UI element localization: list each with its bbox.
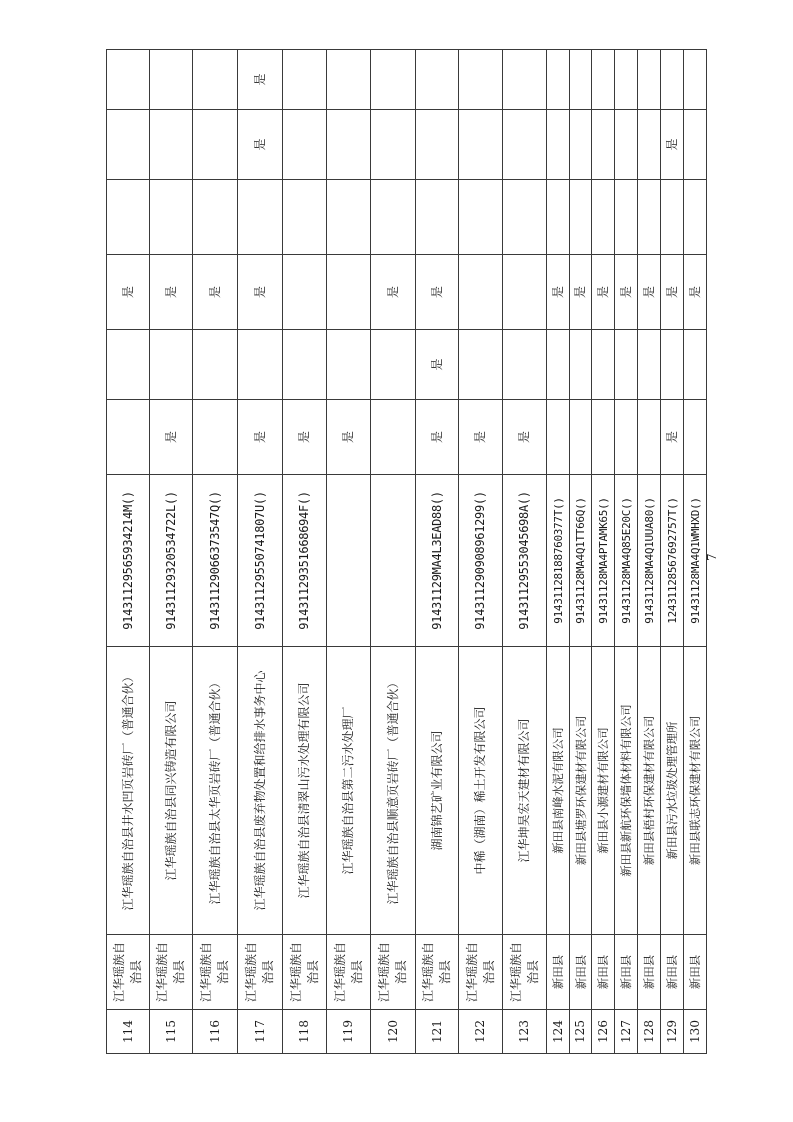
enterprise-name-cell: 新田县新航环保墙体材料有限公司: [615, 647, 638, 935]
flag-cell-3: 是: [547, 255, 570, 330]
flag-cell-4: [238, 180, 283, 255]
flag-cell-3: [459, 255, 503, 330]
county-cell: 新田县: [661, 935, 684, 1010]
table-row: [570, 50, 592, 1054]
flag-cell-5: [592, 110, 615, 180]
credit-code-cell: 12431128567692757T(): [661, 475, 684, 647]
flag-cell-2: [238, 330, 283, 400]
table-row: [684, 50, 707, 1054]
flag-cell-5: [327, 110, 371, 180]
county-cell: 江华瑶族自治县: [193, 935, 238, 1010]
flag-cell-1: 是: [327, 400, 371, 475]
flag-cell-4: [459, 180, 503, 255]
row-number: 125: [570, 1010, 592, 1054]
flag-cell-4: [661, 180, 684, 255]
enterprise-name-cell: 新田县联志环保建材有限公司: [684, 647, 707, 935]
flag-cell-6: [107, 50, 150, 110]
flag-cell-5: 是: [238, 110, 283, 180]
flag-cell-2: [570, 330, 592, 400]
enterprise-table: [106, 49, 707, 1054]
flag-cell-6: [283, 50, 327, 110]
flag-cell-2: [107, 330, 150, 400]
enterprise-name-cell: 新田县塘罗环保建材有限公司: [570, 647, 592, 935]
credit-code-cell: 91431129066373547Q(): [193, 475, 238, 647]
row-number: 129: [661, 1010, 684, 1054]
county-cell: 新田县: [592, 935, 615, 1010]
credit-code-cell: 91431129351668694F(): [283, 475, 327, 647]
enterprise-name-cell: 江华瑶族自治县同兴铸造有限公司: [150, 647, 193, 935]
flag-cell-5: [416, 110, 459, 180]
enterprise-name-cell: 江华瑶族自治县井水凹页岩砖厂（普通合伙）: [107, 647, 150, 935]
flag-cell-4: [283, 180, 327, 255]
flag-cell-6: [150, 50, 193, 110]
enterprise-name-cell: 新田县小源建材有限公司: [592, 647, 615, 935]
row-number: 114: [107, 1010, 150, 1054]
flag-cell-4: [684, 180, 707, 255]
county-cell: 新田县: [547, 935, 570, 1010]
credit-code-cell: 91431129565934214M(): [107, 475, 150, 647]
flag-cell-6: 是: [238, 50, 283, 110]
enterprise-name-cell: 新田县梧村环保建材有限公司: [638, 647, 661, 935]
flag-cell-3: 是: [371, 255, 416, 330]
flag-cell-4: [327, 180, 371, 255]
credit-code-cell: 914311290908961299(): [459, 475, 503, 647]
row-number: 130: [684, 1010, 707, 1054]
flag-cell-3: 是: [150, 255, 193, 330]
flag-cell-6: [592, 50, 615, 110]
flag-cell-5: [371, 110, 416, 180]
enterprise-name-cell: 中稀（湖南）稀土开发有限公司: [459, 647, 503, 935]
credit-code-cell: 91431129550741807U(): [238, 475, 283, 647]
row-number: 119: [327, 1010, 371, 1054]
flag-cell-6: [193, 50, 238, 110]
page-number: 7: [705, 553, 719, 561]
county-cell: 新田县: [570, 935, 592, 1010]
flag-cell-2: [193, 330, 238, 400]
credit-code-cell: [371, 475, 416, 647]
credit-code-cell: 91431128MA4Q85E20C(): [615, 475, 638, 647]
flag-cell-2: [459, 330, 503, 400]
county-cell: 江华瑶族自治县: [327, 935, 371, 1010]
flag-cell-3: 是: [238, 255, 283, 330]
flag-cell-1: 是: [503, 400, 547, 475]
flag-cell-4: [570, 180, 592, 255]
county-cell: 江华瑶族自治县: [283, 935, 327, 1010]
flag-cell-6: [327, 50, 371, 110]
flag-cell-6: [416, 50, 459, 110]
flag-cell-6: [503, 50, 547, 110]
flag-cell-1: [570, 400, 592, 475]
table-row: [459, 50, 503, 1054]
flag-cell-2: [283, 330, 327, 400]
flag-cell-4: [592, 180, 615, 255]
flag-cell-4: [547, 180, 570, 255]
credit-code-cell: 91431128MA4Q1WMHXD(): [684, 475, 707, 647]
row-number: 123: [503, 1010, 547, 1054]
flag-cell-5: [570, 110, 592, 180]
enterprise-name-cell: 江华瑶族自治县太华页岩砖厂（普通合伙）: [193, 647, 238, 935]
flag-cell-1: [638, 400, 661, 475]
flag-cell-1: 是: [283, 400, 327, 475]
flag-cell-5: [459, 110, 503, 180]
flag-cell-3: 是: [684, 255, 707, 330]
table-row: [638, 50, 661, 1054]
flag-cell-5: [107, 110, 150, 180]
flag-cell-6: [547, 50, 570, 110]
flag-cell-4: [107, 180, 150, 255]
flag-cell-2: 是: [416, 330, 459, 400]
table-row: [238, 50, 283, 1054]
flag-cell-6: [459, 50, 503, 110]
flag-cell-2: [547, 330, 570, 400]
flag-cell-2: [684, 330, 707, 400]
flag-cell-3: 是: [592, 255, 615, 330]
flag-cell-5: 是: [661, 110, 684, 180]
table-row: [150, 50, 193, 1054]
flag-cell-5: [503, 110, 547, 180]
county-cell: 江华瑶族自治县: [503, 935, 547, 1010]
county-cell: 江华瑶族自治县: [416, 935, 459, 1010]
flag-cell-1: [615, 400, 638, 475]
table-body: [107, 50, 707, 1054]
county-cell: 新田县: [684, 935, 707, 1010]
row-number: 120: [371, 1010, 416, 1054]
credit-code-cell: 91431128MA4Q1TT66Q(): [570, 475, 592, 647]
flag-cell-2: [503, 330, 547, 400]
flag-cell-3: 是: [661, 255, 684, 330]
enterprise-name-cell: 江华瑶族自治县顺意页岩砖厂（普通合伙）: [371, 647, 416, 935]
county-cell: 新田县: [638, 935, 661, 1010]
table-row: [371, 50, 416, 1054]
enterprise-name-cell: 新田县南峰水泥有限公司: [547, 647, 570, 935]
flag-cell-6: [570, 50, 592, 110]
flag-cell-4: [150, 180, 193, 255]
table-row: [592, 50, 615, 1054]
table-row: [615, 50, 638, 1054]
flag-cell-5: [684, 110, 707, 180]
table-row: [107, 50, 150, 1054]
flag-cell-1: 是: [238, 400, 283, 475]
flag-cell-4: [416, 180, 459, 255]
table-row: [547, 50, 570, 1054]
flag-cell-2: [592, 330, 615, 400]
flag-cell-3: 是: [107, 255, 150, 330]
flag-cell-2: [327, 330, 371, 400]
flag-cell-1: 是: [459, 400, 503, 475]
flag-cell-1: [684, 400, 707, 475]
credit-code-cell: 91431129MA4L3EAD88(): [416, 475, 459, 647]
flag-cell-3: 是: [570, 255, 592, 330]
flag-cell-3: [283, 255, 327, 330]
flag-cell-5: [193, 110, 238, 180]
credit-code-cell: [327, 475, 371, 647]
flag-cell-1: [547, 400, 570, 475]
flag-cell-3: 是: [416, 255, 459, 330]
table-row: [327, 50, 371, 1054]
flag-cell-2: [661, 330, 684, 400]
flag-cell-4: [193, 180, 238, 255]
flag-cell-6: [661, 50, 684, 110]
enterprise-name-cell: 湖南锦艺矿业有限公司: [416, 647, 459, 935]
enterprise-name-cell: 江华坤昊宏天建材有限公司: [503, 647, 547, 935]
table-row: [503, 50, 547, 1054]
row-number: 128: [638, 1010, 661, 1054]
row-number: 122: [459, 1010, 503, 1054]
flag-cell-6: [615, 50, 638, 110]
county-cell: 江华瑶族自治县: [107, 935, 150, 1010]
flag-cell-2: [638, 330, 661, 400]
row-number: 116: [193, 1010, 238, 1054]
flag-cell-3: [503, 255, 547, 330]
flag-cell-3: [327, 255, 371, 330]
flag-cell-6: [638, 50, 661, 110]
enterprise-name-cell: 江华瑶族自治县第二污水处理厂: [327, 647, 371, 935]
row-number: 127: [615, 1010, 638, 1054]
flag-cell-5: [638, 110, 661, 180]
table-row: [283, 50, 327, 1054]
credit-code-cell: 91431129553045698A(): [503, 475, 547, 647]
county-cell: 江华瑶族自治县: [459, 935, 503, 1010]
flag-cell-3: 是: [193, 255, 238, 330]
table-row: [416, 50, 459, 1054]
table-row: [661, 50, 684, 1054]
credit-code-cell: 91431129320534722L(): [150, 475, 193, 647]
flag-cell-6: [371, 50, 416, 110]
flag-cell-1: [592, 400, 615, 475]
flag-cell-5: [283, 110, 327, 180]
flag-cell-1: [193, 400, 238, 475]
county-cell: 江华瑶族自治县: [238, 935, 283, 1010]
row-number: 115: [150, 1010, 193, 1054]
flag-cell-4: [503, 180, 547, 255]
flag-cell-2: [615, 330, 638, 400]
flag-cell-3: 是: [638, 255, 661, 330]
flag-cell-2: [150, 330, 193, 400]
enterprise-name-cell: 新田县污水垃圾处理管理所: [661, 647, 684, 935]
flag-cell-4: [615, 180, 638, 255]
credit-code-cell: 91431128188760377T(): [547, 475, 570, 647]
flag-cell-1: [371, 400, 416, 475]
flag-cell-1: 是: [150, 400, 193, 475]
flag-cell-4: [638, 180, 661, 255]
flag-cell-1: [107, 400, 150, 475]
row-number: 126: [592, 1010, 615, 1054]
credit-code-cell: 91431128MA4PTAMK65(): [592, 475, 615, 647]
flag-cell-4: [371, 180, 416, 255]
flag-cell-1: 是: [416, 400, 459, 475]
flag-cell-5: [547, 110, 570, 180]
flag-cell-5: [150, 110, 193, 180]
flag-cell-6: [684, 50, 707, 110]
county-cell: 江华瑶族自治县: [371, 935, 416, 1010]
table-row: [193, 50, 238, 1054]
flag-cell-3: 是: [615, 255, 638, 330]
flag-cell-5: [615, 110, 638, 180]
enterprise-name-cell: 江华瑶族自治县清翠山污水处理有限公司: [283, 647, 327, 935]
flag-cell-2: [371, 330, 416, 400]
row-number: 117: [238, 1010, 283, 1054]
row-number: 124: [547, 1010, 570, 1054]
row-number: 121: [416, 1010, 459, 1054]
county-cell: 新田县: [615, 935, 638, 1010]
credit-code-cell: 91431128MA4Q1UUA80(): [638, 475, 661, 647]
row-number: 118: [283, 1010, 327, 1054]
county-cell: 江华瑶族自治县: [150, 935, 193, 1010]
flag-cell-1: 是: [661, 400, 684, 475]
enterprise-name-cell: 江华瑶族自治县废弃物处置和给排水事务中心: [238, 647, 283, 935]
